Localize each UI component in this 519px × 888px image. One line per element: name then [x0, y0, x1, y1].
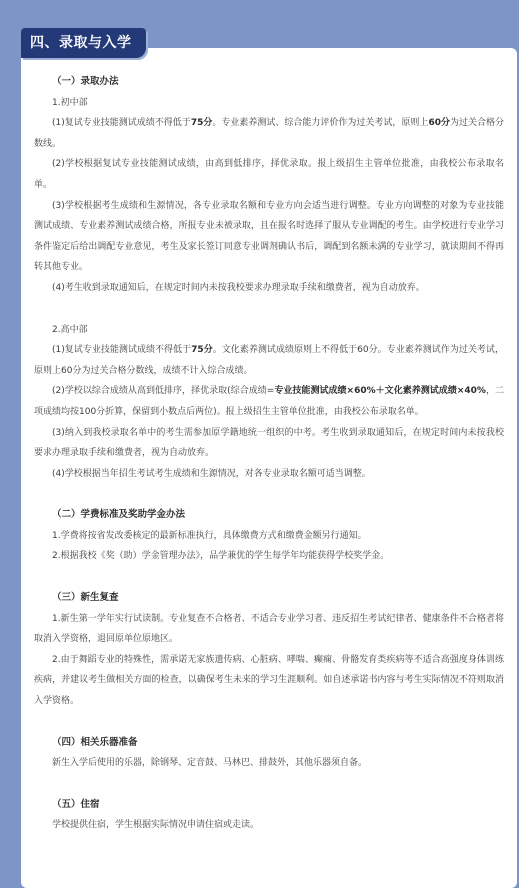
paragraph-senior-2: (2)学校以综合成绩从高到低排序，择优录取(综合成绩=专业技能测试成绩×60%＋文化素养测试成绩×40%，二项成绩均按100分折算，保留到小数点后两位)。报上级招生主管单位批准，由我校公布录取名单。 [34, 386, 504, 417]
section-title: 四、录取与入学 [21, 28, 146, 58]
heading-tuition: （二）学费标准及奖助学金办法 [52, 509, 186, 521]
heading-admission-method: （一）录取办法 [52, 76, 119, 87]
subheading-senior: 2.高中部 [52, 324, 88, 335]
paragraph-review-1: 1.新生第一学年实行试读制。专业复查不合格者、不适合专业学习者、违反招生考试纪律者、健康条件不合格者将取消入学资格，退回原单位原地区。 [34, 613, 504, 645]
paragraph-tuition-1: 1.学费将按省发改委核定的最新标准执行，具体缴费方式和缴费金额另行通知。 [52, 530, 367, 541]
heading-accommodation: （五）住宿 [52, 798, 100, 810]
heading-review: （三）新生复查 [52, 592, 119, 604]
paragraph-review-2: 2.由于舞蹈专业的特殊性，需承诺无家族遗传病、心脏病、哮喘、癫痫、骨骼发育类疾病等不适合高强度身体训练疾病，并建议考生做相关方面的检查，以确保考生未来的学习生涯顺利。如自述承诺书内容与考生实际情况不符则取消入学资格。 [34, 654, 504, 707]
paragraph-junior-1: (1)复试专业技能测试成绩不得低于75分。专业素养测试、综合能力评价作为过关考试，原则上60分为过关合格分数线。 [34, 118, 504, 149]
paragraph-junior-4: (4)考生收到录取通知后，在规定时间内未按我校要求办理录取手续和缴费者，视为自动放弃。 [52, 282, 425, 293]
paragraph-instruments: 新生入学后使用的乐器，除钢琴、定音鼓、马林巴、排鼓外，其他乐器须自备。 [52, 758, 368, 769]
paragraph-senior-1: (1)复试专业技能测试成绩不得低于75分。文化素养测试成绩原则上不得低于60分。专业素养测试作为过关考试，原则上60分为过关合格分数线，成绩不计入综合成绩。 [34, 345, 504, 376]
paragraph-tuition-2: 2.根据我校《奖（助）学金管理办法》，品学兼优的学生每学年均能获得学校奖学金。 [52, 551, 390, 562]
paragraph-senior-4: (4)学校根据当年招生考试考生成绩和生源情况，对各专业录取名额可适当调整。 [52, 468, 371, 479]
paragraph-accommodation: 学校提供住宿，学生根据实际情况申请住宿或走读。 [52, 820, 260, 831]
heading-instruments: （四）相关乐器准备 [52, 736, 138, 748]
subheading-junior: 1.初中部 [52, 97, 88, 108]
paragraph-senior-3: (3)纳入到我校录取名单中的考生需参加原学籍地统一组织的中考。考生收到录取通知后，在规定时间内未按我校要求办理录取手续和缴费者，视为自动放弃。 [34, 427, 504, 459]
document-body [34, 72, 504, 836]
paragraph-junior-2: (2)学校根据复试专业技能测试成绩，由高到低排序，择优录取。报上级招生主管单位批准，由我校公布录取名单。 [34, 159, 504, 190]
paragraph-junior-3: (3)学校根据考生成绩和生源情况，各专业录取名额和专业方向会适当进行调整。专业方向调整的对象为专业技能测试成绩、专业素养测试成绩合格，所报专业未被录取，且在报名时选择了服从专业调配的考生。由学校进行专业学习条件鉴定后给出调配专业意见，考生及家长签订同意专业调剂确认书后，调配到名额未满的专业学习，就读期间不得再转其他专业。 [34, 200, 504, 273]
